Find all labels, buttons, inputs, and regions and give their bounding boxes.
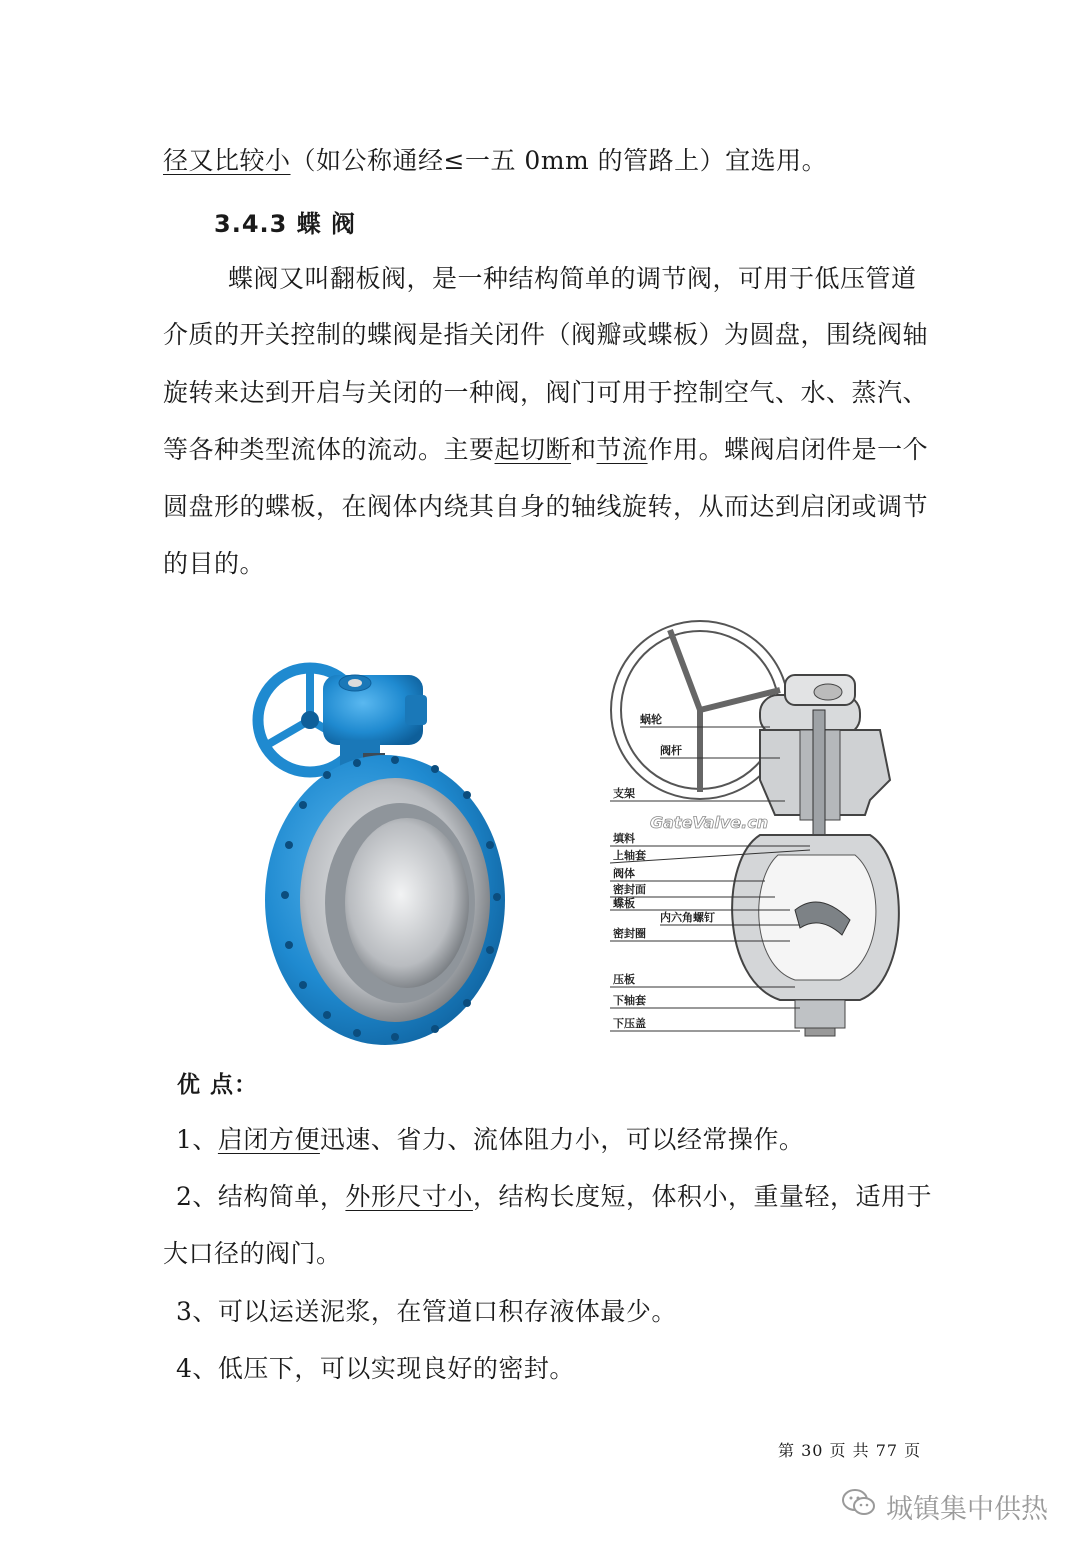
text-span: 等各种类型流体的流动。主要 — [163, 435, 495, 464]
item-text: ，结构长度短，体积小，重量轻，适用于 — [472, 1182, 932, 1211]
source-name: 城镇集中供热 — [886, 1494, 1048, 1525]
label-sealing-face: 密封面 — [613, 883, 646, 896]
label-lower-gland: 下压盖 — [613, 1017, 646, 1030]
butterfly-valve-photo — [245, 645, 525, 1050]
label-disc: 蝶板 — [613, 897, 635, 910]
label-bracket: 支架 — [613, 787, 635, 800]
underlined-phrase: 启闭方便 — [217, 1125, 320, 1154]
wechat-icon — [842, 1489, 876, 1524]
line-text: （如公称通经≤一五 0mm 的管路上）宜选用。 — [290, 146, 828, 175]
paragraph-line: 的目的。 — [163, 549, 266, 578]
item-text: 迅速、省力、流体阻力小，可以经常操作。 — [319, 1125, 805, 1154]
item-text: 2、结构简单， — [176, 1182, 346, 1211]
continued-paragraph-line — [163, 144, 923, 178]
label-hex-screw: 内六角螺钉 — [660, 911, 715, 924]
section-heading: 3.4.3 蝶 阀 — [214, 210, 357, 238]
diagram-watermark: GateValve.cn — [650, 813, 769, 832]
paragraph-line — [163, 433, 929, 467]
label-pressure-plate: 压板 — [613, 973, 635, 986]
label-stem: 阀杆 — [660, 744, 682, 757]
paragraph-line: 介质的开关控制的蝶阀是指关闭件（阀瓣或蝶板）为圆盘，围绕阀轴 — [163, 320, 929, 349]
advantages-heading: 优 点： — [177, 1072, 259, 1098]
valve-cross-section-diagram — [610, 600, 930, 1040]
label-worm-gear: 蜗轮 — [640, 713, 662, 726]
text-span: 作用。蝶阀启闭件是一个 — [647, 435, 929, 464]
label-body: 阀体 — [613, 867, 635, 880]
underlined-phrase: 外形尺寸小 — [345, 1182, 473, 1211]
source-watermark — [842, 1487, 1048, 1526]
advantage-item-2-continued: 大口径的阀门。 — [163, 1239, 342, 1268]
paragraph-line: 蝶阀又叫翻板阀，是一种结构简单的调节阀，可用于低压管道 — [228, 264, 917, 293]
advantage-item-1 — [176, 1123, 936, 1157]
advantage-item-3: 3、可以运送泥浆，在管道口积存液体最少。 — [176, 1297, 677, 1326]
underlined-phrase: 径又比较小 — [163, 146, 291, 175]
paragraph-line: 旋转来达到开启与关闭的一种阀，阀门可用于控制空气、水、蒸汽、 — [163, 378, 929, 407]
underlined-phrase: 节流 — [596, 435, 648, 464]
text-span: 和 — [571, 435, 597, 464]
item-number: 1、 — [176, 1125, 218, 1154]
label-upper-bushing: 上轴套 — [613, 849, 646, 862]
underlined-phrase: 起切断 — [494, 435, 572, 464]
label-packing: 填料 — [613, 832, 635, 845]
page-number: 第 30 页 共 77 页 — [778, 1441, 922, 1460]
label-lower-bushing: 下轴套 — [613, 994, 646, 1007]
advantage-item-2 — [176, 1180, 936, 1214]
advantage-item-4: 4、低压下，可以实现良好的密封。 — [176, 1354, 575, 1383]
paragraph-line: 圆盘形的蝶板，在阀体内绕其自身的轴线旋转，从而达到启闭或调节 — [163, 492, 929, 521]
label-seal-ring: 密封圈 — [613, 927, 646, 940]
